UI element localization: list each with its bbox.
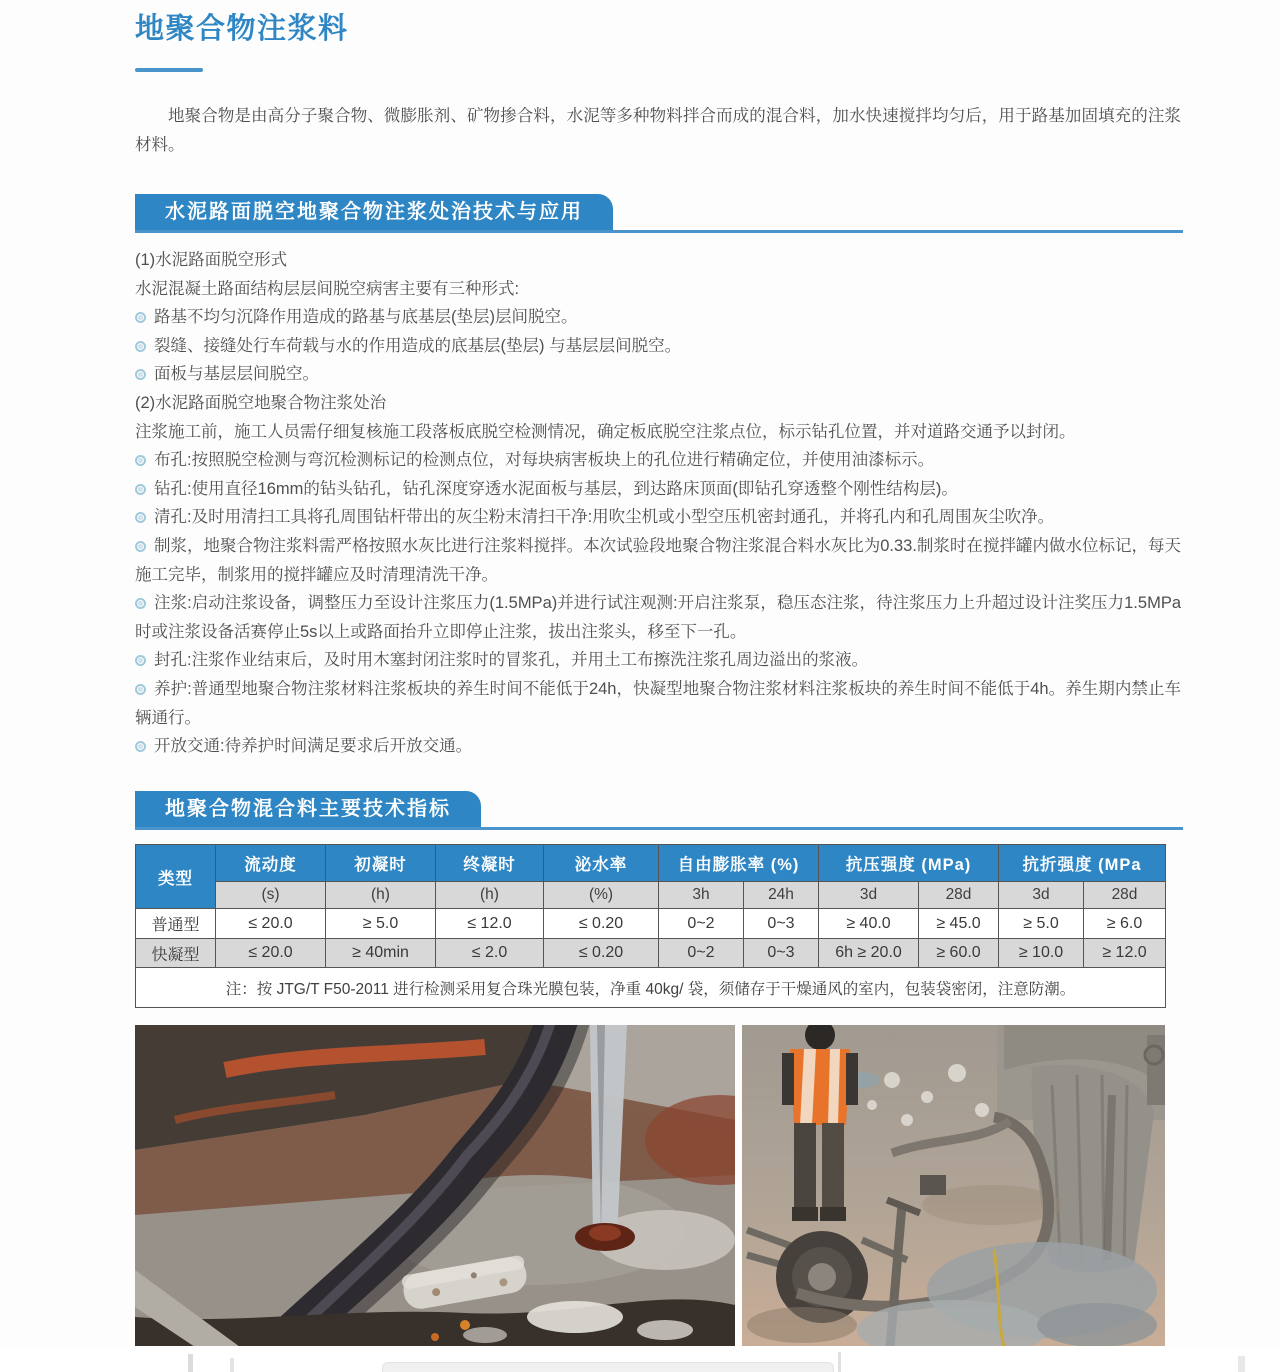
doc-line-text: 制浆，地聚合物注浆料需严格按照水灰比进行注浆料搅拌。本次试验段地聚合物注浆混合料水灰比为0.33.制浆时在搅拌罐内做水位标记，每天施工完毕，制浆用的搅拌罐应及时清理清洗干净。: [135, 536, 1181, 584]
table-header-group: 抗折强度 (MPa: [999, 845, 1166, 882]
doc-line-text: 路基不均匀沉降作用造成的路基与底基层(垫层)层间脱空。: [154, 308, 578, 327]
section-process-items: [135, 246, 1181, 760]
table-value-cell: ≤ 20.0: [216, 939, 326, 968]
table-value-cell: ≥ 6.0: [1084, 909, 1166, 939]
table-value-cell: 0~2: [659, 939, 744, 968]
bullet-icon: [135, 369, 146, 380]
table-value-cell: ≤ 2.0: [436, 939, 544, 968]
table-subheader-row: [136, 882, 1166, 909]
doc-bullet-line: [135, 646, 1181, 675]
table-header-group: 泌水率: [544, 845, 659, 882]
table-value-cell: ≥ 45.0: [919, 909, 999, 939]
table-value-cell: ≥ 60.0: [919, 939, 999, 968]
doc-bullet-line: [135, 732, 1181, 760]
photo-grouting-worksite: [742, 1025, 1165, 1347]
bullet-icon: [135, 455, 146, 466]
doc-line-text: 注浆施工前，施工人员需仔细复核施工段落板底脱空检测情况，确定板底脱空注浆点位，标示钻孔位置，并对道路交通予以封闭。: [135, 422, 1076, 441]
table-subheader-cell: 3d: [999, 882, 1084, 909]
doc-bullet-line: [135, 446, 1181, 475]
next-page-hint: [0, 1346, 1280, 1372]
table-value-cell: ≥ 5.0: [326, 909, 436, 939]
table-value-cell: 0~2: [659, 909, 744, 939]
table-value-cell: ≥ 12.0: [1084, 939, 1166, 968]
doc-line-text: 钻孔:使用直径16mm的钻头钻孔，钻孔深度穿透水泥面板与基层，到达路床顶面(即钻孔穿透整个刚性结构层)。: [154, 479, 958, 498]
section-specs-banner-row: [135, 791, 1183, 830]
table-note-cell: 注：按 JTG/T F50-2011 进行检测采用复合珠光膜包装，净重 40kg/ 袋，须储存于干燥通风的室内，包装袋密闭，注意防潮。: [136, 968, 1166, 1008]
bullet-icon: [135, 312, 146, 323]
table-value-cell: ≥ 5.0: [999, 909, 1084, 939]
doc-line-text: 裂缝、接缝处行车荷载与水的作用造成的底基层(垫层) 与基层层间脱空。: [154, 336, 682, 355]
photo-grouting-worksite-illustration: [742, 1025, 1165, 1347]
table-value-cell: ≤ 20.0: [216, 909, 326, 939]
doc-line-text: 布孔:按照脱空检测与弯沉检测标记的检测点位，对每块病害板块上的孔位进行精确定位，并使用油漆标示。: [154, 451, 935, 470]
table-subheader-cell: 28d: [1084, 882, 1166, 909]
table-data-row: [136, 909, 1166, 939]
table-subheader-cell: 28d: [919, 882, 999, 909]
bullet-icon: [135, 598, 146, 609]
table-header-group: 抗压强度 (MPa): [819, 845, 999, 882]
doc-line-text: 开放交通:待养护时间满足要求后开放交通。: [154, 737, 473, 756]
photo-grouting-hose-illustration: [135, 1025, 735, 1347]
bullet-icon: [135, 484, 146, 495]
doc-line-text: 注浆:启动注浆设备，调整压力至设计注浆压力(1.5MPa)并进行试注观测:开启注浆泵，稳压态注浆，待注浆压力上升超过设计注奖压力1.5MPa时或注浆设备活赛停止5s以上或路面抬升立即停止注浆，拔出注浆头，移至下一孔。: [135, 594, 1181, 641]
doc-bullet-line: [135, 675, 1181, 732]
table-value-cell: 6h ≥ 20.0: [819, 939, 919, 968]
doc-text-line: [135, 418, 1181, 447]
table-value-cell: ≥ 10.0: [999, 939, 1084, 968]
section-process-banner: 水泥路面脱空地聚合物注浆处治技术与应用: [135, 194, 613, 230]
doc-line-text: 封孔:注浆作业结束后，及时用木塞封闭注浆时的冒浆孔，并用土工布擦洗注浆孔周边溢出的浆液。: [154, 651, 869, 670]
doc-bullet-line: [135, 360, 1181, 389]
table-subheader-cell: (h): [326, 882, 436, 909]
doc-bullet-line: [135, 303, 1181, 332]
doc-line-text: (1)水泥路面脱空形式: [135, 251, 288, 269]
doc-bullet-line: [135, 589, 1181, 646]
table-header-type: 类型: [136, 845, 216, 909]
doc-line-text: 清孔:及时用清扫工具将孔周围钻杆带出的灰尘粉末清扫干净:用吹尘机或小型空压机密封通孔，并将孔内和孔周围灰尘吹净。: [154, 508, 1055, 527]
section-specs-banner: 地聚合物混合料主要技术指标: [135, 791, 481, 827]
doc-bullet-line: [135, 332, 1181, 361]
table-value-cell: ≤ 12.0: [436, 909, 544, 939]
table-header-group: 流动度: [216, 845, 326, 882]
table-subheader-cell: (h): [436, 882, 544, 909]
doc-bullet-line: [135, 503, 1181, 532]
bullet-icon: [135, 512, 146, 523]
table-data-row: [136, 939, 1166, 968]
table-value-cell: ≤ 0.20: [544, 909, 659, 939]
doc-line-text: 养护:普通型地聚合物注浆材料注浆板块的养生时间不能低于24h，快凝型地聚合物注浆材料注浆板块的养生时间不能低于4h。养生期内禁止车辆通行。: [135, 679, 1181, 727]
doc-bullet-line: [135, 475, 1181, 504]
photo-grouting-hose-on-pavement: [135, 1025, 735, 1347]
table-subheader-cell: (s): [216, 882, 326, 909]
table-value-cell: ≥ 40.0: [819, 909, 919, 939]
table-value-cell: ≥ 40min: [326, 939, 436, 968]
page-content: [135, 0, 1181, 1347]
doc-text-line: [135, 246, 1181, 275]
doc-text-line: [135, 389, 1181, 418]
table-header-group: 自由膨胀率 (%): [659, 845, 819, 882]
table-value-cell: 0~3: [744, 909, 819, 939]
table-type-cell: 普通型: [136, 909, 216, 939]
table-header-group: 终凝时: [436, 845, 544, 882]
table-value-cell: ≤ 0.20: [544, 939, 659, 968]
section-process-banner-row: [135, 194, 1183, 233]
intro-paragraph: 地聚合物是由高分子聚合物、微膨胀剂、矿物掺合料，水泥等多种物料拌合而成的混合料，加水快速搅拌均匀后，用于路基加固填充的注浆材料。: [135, 107, 1181, 154]
table-type-cell: 快凝型: [136, 939, 216, 968]
table-header-row: [136, 845, 1166, 882]
table-subheader-cell: 3h: [659, 882, 744, 909]
table-value-cell: 0~3: [744, 939, 819, 968]
doc-line-text: 水泥混凝土路面结构层层间脱空病害主要有三种形式:: [135, 279, 520, 298]
table-subheader-cell: (%): [544, 882, 659, 909]
doc-line-text: 面板与基层层间脱空。: [154, 365, 319, 384]
doc-line-text: (2)水泥路面脱空地聚合物注浆处治: [135, 393, 387, 412]
bullet-icon: [135, 741, 146, 752]
photo-row: [135, 1025, 1181, 1347]
page-title: 地聚合物注浆料: [135, 13, 349, 45]
bullet-icon: [135, 541, 146, 552]
title-underline: [135, 68, 203, 72]
bullet-icon: [135, 655, 146, 666]
doc-text-line: [135, 275, 1181, 304]
specs-table: [135, 844, 1166, 1008]
table-subheader-cell: 3d: [819, 882, 919, 909]
bullet-icon: [135, 341, 146, 352]
table-note-row: [136, 968, 1166, 1008]
doc-bullet-line: [135, 532, 1181, 589]
table-header-group: 初凝时: [326, 845, 436, 882]
bullet-icon: [135, 684, 146, 695]
table-subheader-cell: 24h: [744, 882, 819, 909]
